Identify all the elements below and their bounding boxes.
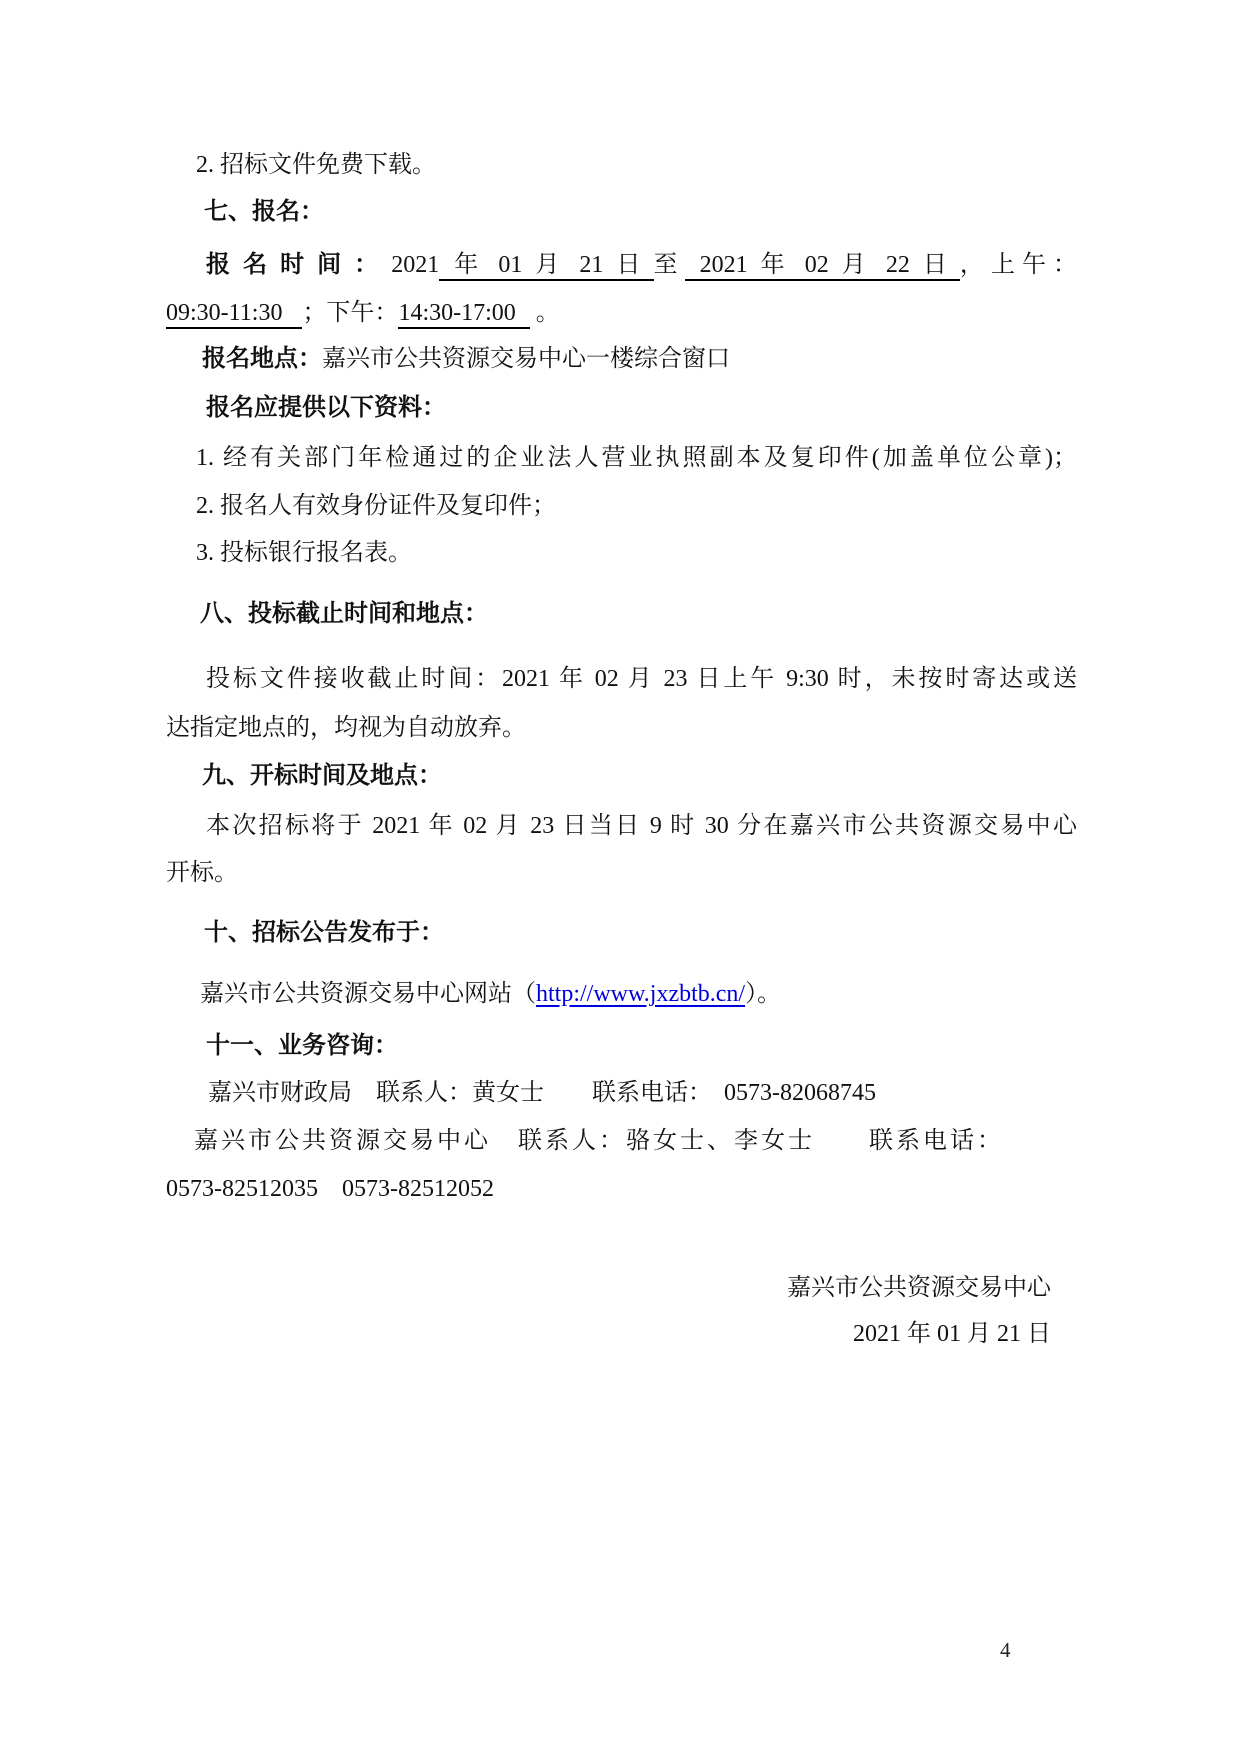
section-8-heading: 八、投标截止时间和地点： (200, 601, 488, 627)
contact-line-center: 嘉兴市公共资源交易中心 联系人：骆女士、李女士 联系电话： (194, 1128, 1004, 1154)
opening-line-2: 开标。 (166, 860, 238, 886)
section-9-heading: 九、开标时间及地点： (202, 763, 442, 789)
page-content (166, 142, 1077, 1357)
signup-place-label: 报名地点： (202, 346, 322, 372)
signup-time-year: 2021 (391, 252, 440, 278)
signup-time2-tail: 。 (529, 300, 560, 326)
download-note: 2. 招标文件免费下载。 (196, 152, 436, 178)
deadline-line-2: 达指定地点的，均视为自动放弃。 (166, 715, 526, 741)
jxzbtb-link[interactable]: http://www.jxzbtb.cn/ (536, 981, 746, 1007)
publish-pre: 嘉兴市公共资源交易中心网站（ (200, 981, 536, 1007)
blank-date-to: 2021 年 02 月 22 日 (685, 252, 960, 281)
material-item-1: 1. 经有关部门年检通过的企业法人营业执照副本及复印件(加盖单位公章)； (196, 445, 1077, 471)
section-11-heading: 十一、业务咨询： (206, 1033, 398, 1059)
blank-morning-hours: 09:30-11:30 (166, 300, 302, 329)
materials-heading: 报名应提供以下资料： (206, 395, 446, 421)
signup-time-to: 至 (653, 252, 685, 278)
signup-time2-mid: ；下午： (302, 300, 399, 326)
publish-tail: ）。 (745, 981, 782, 1007)
contact-line-finance: 嘉兴市财政局 联系人：黄女士 联系电话： 0573-82068745 (208, 1080, 876, 1106)
section-7-heading: 七、报名： (204, 199, 324, 225)
publish-line (166, 971, 1077, 1017)
page-number: 4 (1000, 1638, 1011, 1662)
section-10-heading: 十、招标公告发布于： (204, 920, 444, 946)
opening-line-1: 本次招标将于 2021 年 02 月 23 日当日 9 时 30 分在嘉兴市公共资源交易中心 (206, 813, 1077, 839)
signup-time-tail: ，上午： (959, 252, 1078, 278)
signature-date: 2021 年 01 月 21 日 (853, 1321, 1051, 1347)
signature-org: 嘉兴市公共资源交易中心 (787, 1275, 1051, 1301)
deadline-line-1: 投标文件接收截止时间：2021 年 02 月 23 日上午 9:30 时，未按时寄达或送 (206, 666, 1077, 692)
contact-line-phones: 0573-82512035 0573-82512052 (166, 1176, 494, 1202)
signup-place-line (166, 336, 1077, 382)
signup-time-label: 报名时间： (206, 252, 392, 278)
material-item-2: 2. 报名人有效身份证件及复印件； (196, 493, 556, 519)
blank-afternoon-hours: 14:30-17:00 (398, 300, 529, 329)
material-item-3: 3. 投标银行报名表。 (196, 540, 412, 566)
signup-time-line2 (166, 290, 1077, 336)
signup-time-line (166, 242, 1077, 288)
signup-place-value: 嘉兴市公共资源交易中心一楼综合窗口 (322, 346, 730, 372)
blank-date-from: 年 01 月 21 日 (439, 252, 653, 281)
